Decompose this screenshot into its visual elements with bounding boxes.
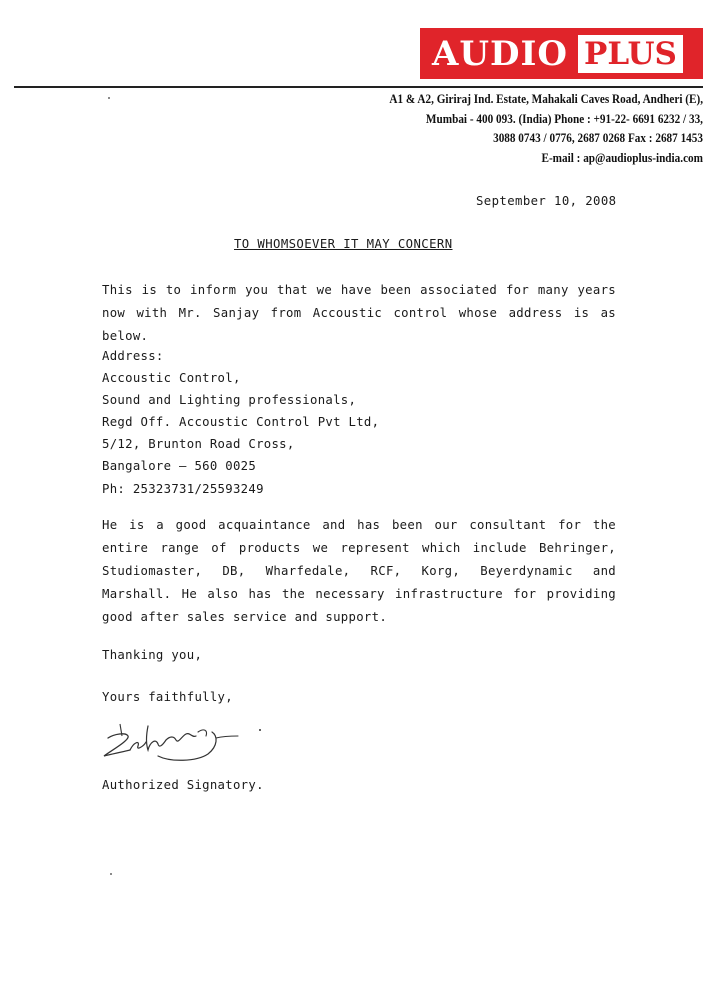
address-line: 5/12, Brunton Road Cross, <box>102 437 295 452</box>
letter-subject: TO WHOMSOEVER IT MAY CONCERN <box>234 237 453 251</box>
handwritten-signature <box>100 716 270 772</box>
address-line: Regd Off. Accoustic Control Pvt Ltd, <box>102 415 380 430</box>
address-phone: Ph: 25323731/25593249 <box>102 481 264 496</box>
address-line: Accoustic Control, <box>102 371 241 386</box>
thanks-line: Thanking you, <box>102 648 203 662</box>
logo-word-audio: AUDIO <box>432 33 569 74</box>
letterhead-address-line: A1 & A2, Giriraj Ind. Estate, Mahakali Caves Road, Andheri (E), <box>389 92 703 106</box>
closing-line: Yours faithfully, <box>102 690 233 704</box>
body-paragraph: He is a good acquaintance and has been our consultant for the entire range of products we represent which include Behringer, Studiomaster, DB, Wharfedale, RCF, Korg, Beyerdynamic and Marshall. He also has the necessary infrastructure for providing good after sales service and support. <box>102 518 616 624</box>
letterhead-email: E-mail : ap@audioplus-india.com <box>541 150 703 165</box>
intro-paragraph: This is to inform you that we have been associated for many years now with Mr. Sanjay from Accoustic control whose address is as below. <box>102 283 616 343</box>
letter-date: September 10, 2008 <box>476 194 617 208</box>
recipient-address-block <box>102 345 379 500</box>
audio-plus-logo <box>420 28 703 79</box>
scan-speck <box>110 873 112 875</box>
address-line: Sound and Lighting professionals, <box>102 393 357 408</box>
letterhead-address <box>317 90 703 168</box>
letterhead-address-line: Mumbai - 400 093. (India) Phone : +91-22- 6691 6232 / 33, <box>425 111 703 126</box>
address-heading: Address: <box>102 349 164 363</box>
signatory-title: Authorized Signatory. <box>102 778 264 792</box>
address-line: Bangalore – 560 0025 <box>102 459 257 474</box>
scan-speck <box>108 97 110 99</box>
letterhead-divider <box>14 86 703 88</box>
letterhead-address-line: 3088 0743 / 0776, 2687 0268 Fax : 2687 1453 <box>493 131 703 145</box>
logo-word-plus: PLUS <box>578 35 683 73</box>
